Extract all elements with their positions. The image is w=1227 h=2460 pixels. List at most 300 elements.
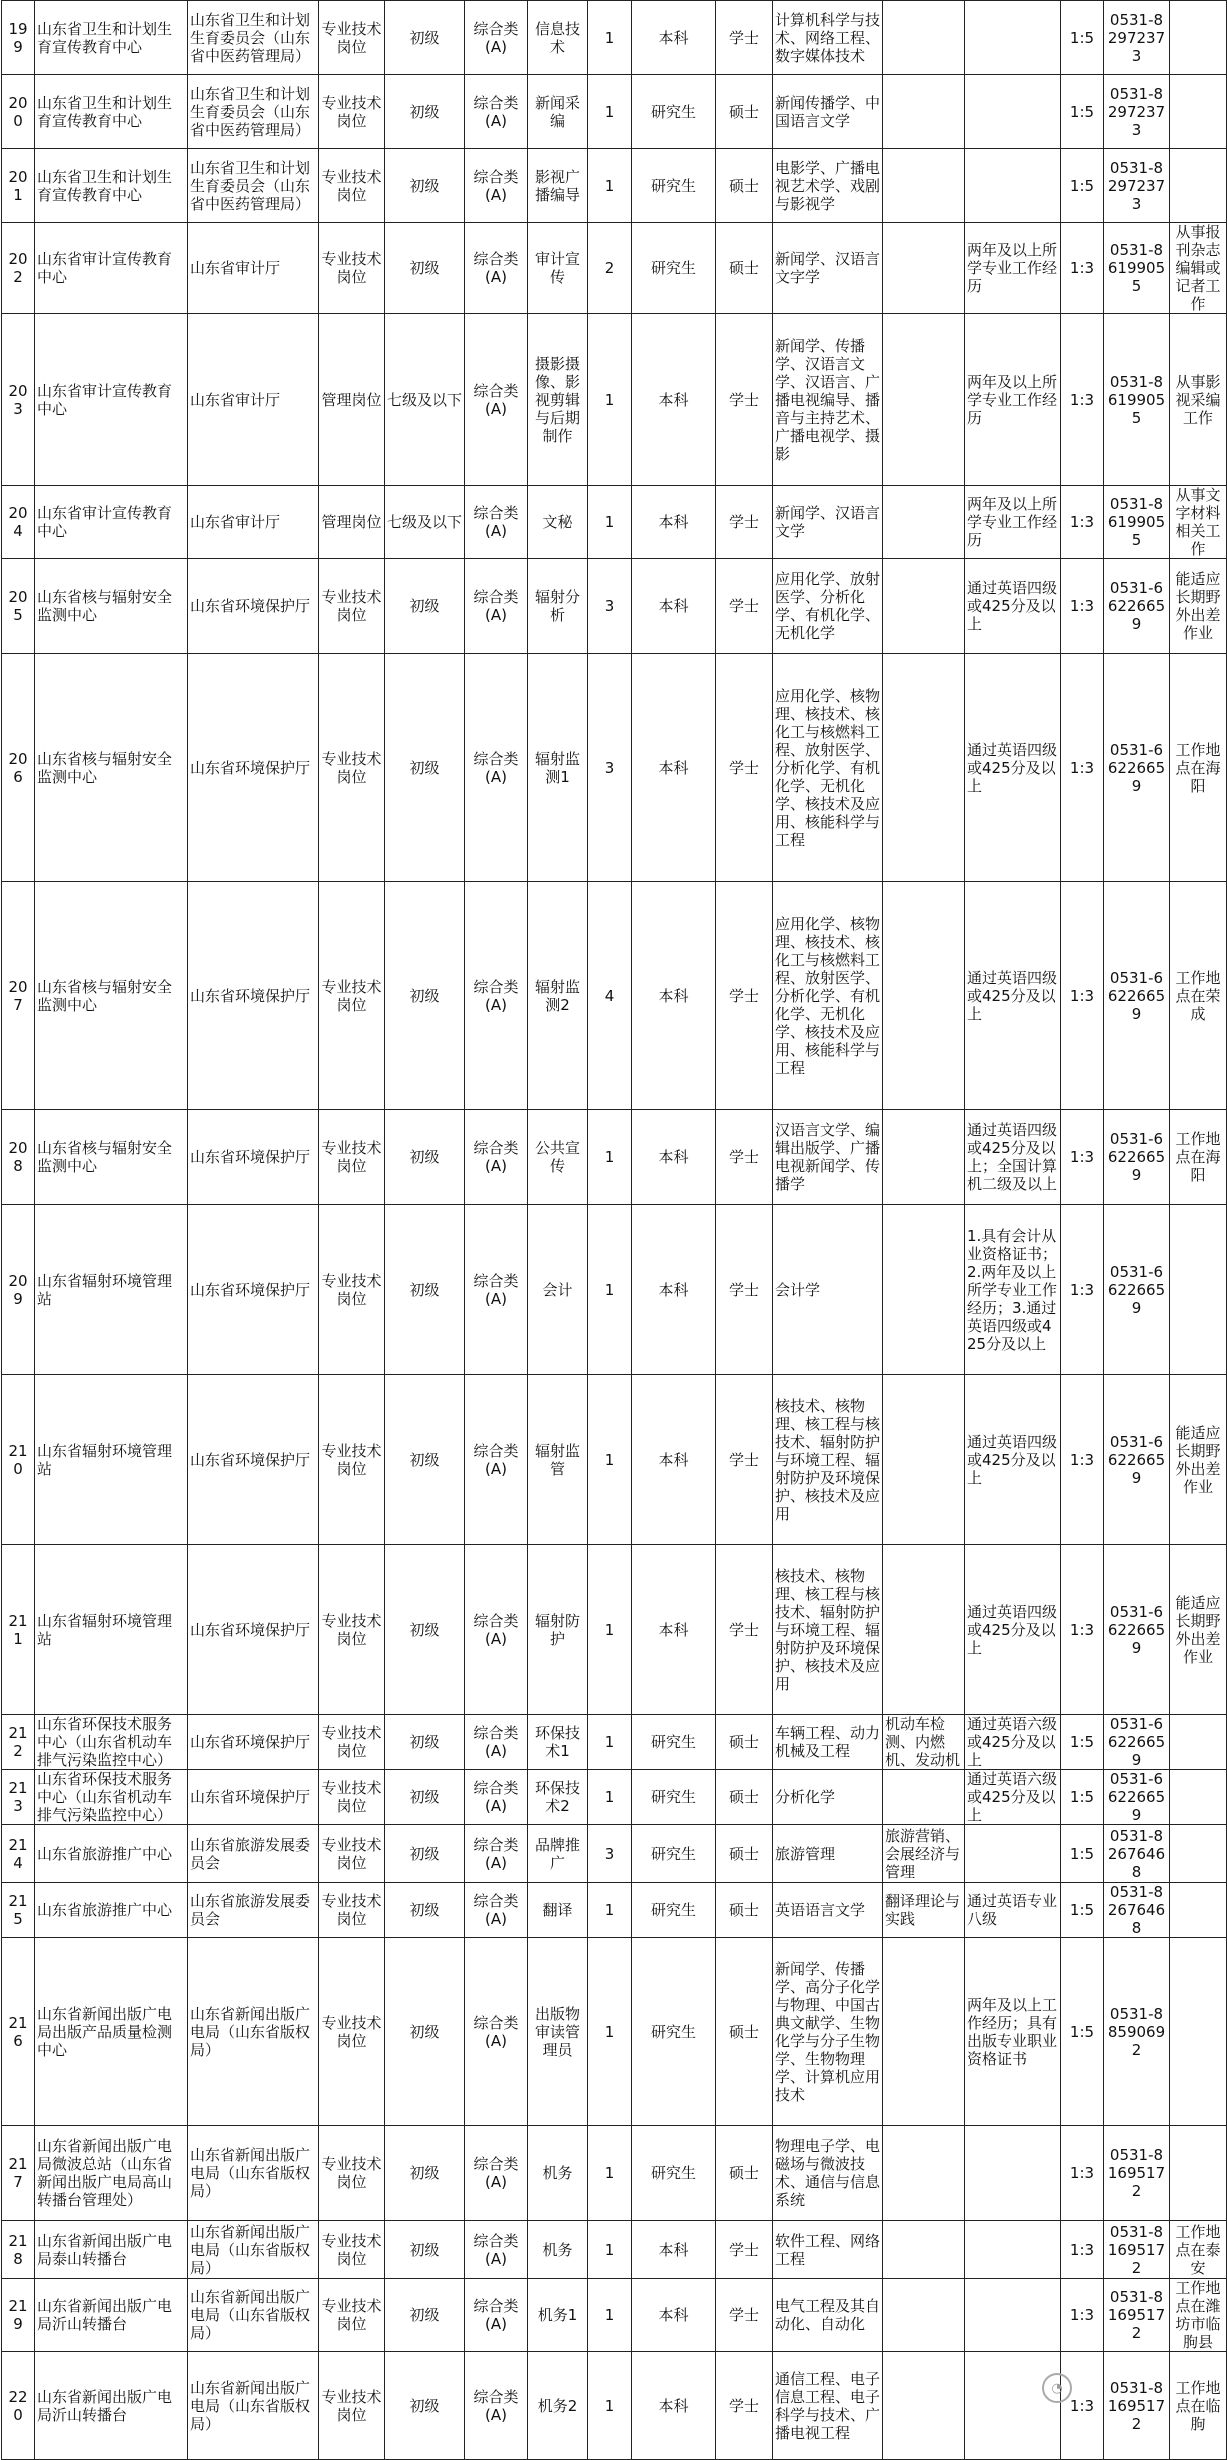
table-row bbox=[2, 1883, 1227, 1938]
cell-post: 新闻采编 bbox=[528, 75, 588, 149]
cell-type: 专业技术岗位 bbox=[319, 1770, 385, 1825]
wechat-icon: ◔ bbox=[1042, 2373, 1072, 2403]
cell-note bbox=[1170, 1, 1227, 75]
cell-edu: 研究生 bbox=[632, 149, 716, 223]
cell-deg: 学士 bbox=[716, 486, 773, 559]
cell-edu: 研究生 bbox=[632, 1770, 716, 1825]
cell-deg: 硕士 bbox=[716, 75, 773, 149]
cell-deg: 学士 bbox=[716, 2352, 773, 2460]
cell-major2 bbox=[883, 486, 965, 559]
cell-num: 3 bbox=[588, 654, 632, 882]
cell-edu: 本科 bbox=[632, 1375, 716, 1545]
cell-num: 4 bbox=[588, 882, 632, 1110]
cell-type: 专业技术岗位 bbox=[319, 2221, 385, 2279]
cell-no: 212 bbox=[2, 1715, 35, 1770]
cell-major2: 旅游营销、会展经济与管理 bbox=[883, 1825, 965, 1883]
cell-phone: 0531-82972373 bbox=[1104, 1, 1170, 75]
cell-note: 从事影视采编工作 bbox=[1170, 314, 1227, 486]
cell-edu: 本科 bbox=[632, 1205, 716, 1375]
cell-post: 翻译 bbox=[528, 1883, 588, 1938]
cell-ratio: 1:3 bbox=[1061, 486, 1104, 559]
cell-ratio: 1:3 bbox=[1061, 314, 1104, 486]
cell-other: 通过英语四级或425分及以上 bbox=[965, 654, 1061, 882]
cell-note bbox=[1170, 1938, 1227, 2126]
cell-cat: 综合类(A) bbox=[465, 486, 528, 559]
cell-major: 应用化学、核物理、核技术、核化工与核燃料工程、放射医学、分析化学、有机化学、无机化学、核技术及应用、核能科学与工程 bbox=[773, 654, 883, 882]
cell-unit: 山东省卫生和计划生育宣传教育中心 bbox=[35, 75, 188, 149]
cell-type: 管理岗位 bbox=[319, 314, 385, 486]
cell-unit: 山东省辐射环境管理站 bbox=[35, 1205, 188, 1375]
cell-level: 初级 bbox=[385, 2352, 465, 2460]
cell-ratio: 1:5 bbox=[1061, 1715, 1104, 1770]
table-row bbox=[2, 1545, 1227, 1715]
cell-level: 初级 bbox=[385, 1715, 465, 1770]
cell-type: 专业技术岗位 bbox=[319, 1, 385, 75]
cell-phone: 0531-86199055 bbox=[1104, 314, 1170, 486]
cell-phone: 0531-82676468 bbox=[1104, 1883, 1170, 1938]
cell-type: 专业技术岗位 bbox=[319, 1715, 385, 1770]
cell-no: 204 bbox=[2, 486, 35, 559]
cell-post: 辐射分析 bbox=[528, 559, 588, 654]
cell-num: 3 bbox=[588, 1825, 632, 1883]
cell-unit: 山东省卫生和计划生育宣传教育中心 bbox=[35, 1, 188, 75]
cell-ratio: 1:3 bbox=[1061, 882, 1104, 1110]
cell-deg: 硕士 bbox=[716, 223, 773, 314]
cell-dept: 山东省新闻出版广电局（山东省版权局） bbox=[188, 2352, 319, 2460]
cell-deg: 学士 bbox=[716, 1110, 773, 1205]
cell-major2 bbox=[883, 1545, 965, 1715]
cell-cat: 综合类(A) bbox=[465, 2126, 528, 2221]
cell-type: 专业技术岗位 bbox=[319, 1938, 385, 2126]
cell-note: 工作地点在海阳 bbox=[1170, 654, 1227, 882]
cell-phone: 0531-66226659 bbox=[1104, 1110, 1170, 1205]
cell-other: 通过英语六级或425分及以上 bbox=[965, 1770, 1061, 1825]
cell-note: 能适应长期野外出差作业 bbox=[1170, 1375, 1227, 1545]
cell-note bbox=[1170, 2126, 1227, 2221]
cell-cat: 综合类(A) bbox=[465, 1110, 528, 1205]
cell-num: 1 bbox=[588, 75, 632, 149]
cell-major2 bbox=[883, 2221, 965, 2279]
table-body bbox=[2, 1, 1227, 2460]
cell-phone: 0531-81695172 bbox=[1104, 2221, 1170, 2279]
cell-major2 bbox=[883, 882, 965, 1110]
cell-deg: 硕士 bbox=[716, 1938, 773, 2126]
cell-post: 辐射监测2 bbox=[528, 882, 588, 1110]
cell-phone: 0531-82676468 bbox=[1104, 1825, 1170, 1883]
cell-edu: 本科 bbox=[632, 2352, 716, 2460]
cell-ratio: 1:3 bbox=[1061, 1375, 1104, 1545]
cell-no: 214 bbox=[2, 1825, 35, 1883]
cell-type: 专业技术岗位 bbox=[319, 1545, 385, 1715]
cell-major2 bbox=[883, 1205, 965, 1375]
cell-phone: 0531-66226659 bbox=[1104, 1375, 1170, 1545]
cell-edu: 研究生 bbox=[632, 1938, 716, 2126]
cell-type: 专业技术岗位 bbox=[319, 2279, 385, 2352]
cell-post: 摄影摄像、影视剪辑与后期制作 bbox=[528, 314, 588, 486]
cell-dept: 山东省新闻出版广电局（山东省版权局） bbox=[188, 1938, 319, 2126]
cell-level: 初级 bbox=[385, 223, 465, 314]
cell-dept: 山东省环境保护厅 bbox=[188, 654, 319, 882]
cell-dept: 山东省环境保护厅 bbox=[188, 1770, 319, 1825]
cell-num: 1 bbox=[588, 1205, 632, 1375]
cell-level: 初级 bbox=[385, 1545, 465, 1715]
cell-deg: 学士 bbox=[716, 1545, 773, 1715]
cell-major: 新闻传播学、中国语言文学 bbox=[773, 75, 883, 149]
cell-edu: 本科 bbox=[632, 1545, 716, 1715]
cell-unit: 山东省审计宣传教育中心 bbox=[35, 486, 188, 559]
cell-major: 新闻学、汉语言文学 bbox=[773, 486, 883, 559]
table-row bbox=[2, 559, 1227, 654]
cell-phone: 0531-66226659 bbox=[1104, 882, 1170, 1110]
cell-type: 专业技术岗位 bbox=[319, 223, 385, 314]
cell-num: 1 bbox=[588, 1375, 632, 1545]
cell-major: 应用化学、放射医学、分析化学、有机化学、无机化学 bbox=[773, 559, 883, 654]
cell-deg: 学士 bbox=[716, 1205, 773, 1375]
cell-edu: 研究生 bbox=[632, 1883, 716, 1938]
cell-dept: 山东省审计厅 bbox=[188, 223, 319, 314]
cell-phone: 0531-66226659 bbox=[1104, 1205, 1170, 1375]
cell-edu: 本科 bbox=[632, 1, 716, 75]
cell-note: 工作地点在荣成 bbox=[1170, 882, 1227, 1110]
cell-num: 1 bbox=[588, 2221, 632, 2279]
cell-type: 专业技术岗位 bbox=[319, 882, 385, 1110]
cell-type: 专业技术岗位 bbox=[319, 75, 385, 149]
cell-post: 审计宣传 bbox=[528, 223, 588, 314]
cell-ratio: 1:5 bbox=[1061, 1, 1104, 75]
cell-no: 216 bbox=[2, 1938, 35, 2126]
cell-ratio: 1:5 bbox=[1061, 1770, 1104, 1825]
cell-post: 信息技术 bbox=[528, 1, 588, 75]
cell-num: 1 bbox=[588, 1770, 632, 1825]
cell-other bbox=[965, 2279, 1061, 2352]
cell-dept: 山东省新闻出版广电局（山东省版权局） bbox=[188, 2279, 319, 2352]
cell-unit: 山东省环保技术服务中心（山东省机动车排气污染监控中心） bbox=[35, 1715, 188, 1770]
cell-level: 初级 bbox=[385, 75, 465, 149]
cell-num: 1 bbox=[588, 1545, 632, 1715]
cell-level: 初级 bbox=[385, 2126, 465, 2221]
cell-phone: 0531-66226659 bbox=[1104, 1715, 1170, 1770]
cell-no: 201 bbox=[2, 149, 35, 223]
cell-other: 通过英语四级或425分及以上 bbox=[965, 882, 1061, 1110]
cell-major2: 机动车检测、内燃机、发动机 bbox=[883, 1715, 965, 1770]
cell-phone: 0531-81695172 bbox=[1104, 2279, 1170, 2352]
cell-major: 核技术、核物理、核工程与核技术、辐射防护与环境工程、辐射防护及环境保护、核技术及应用 bbox=[773, 1375, 883, 1545]
cell-edu: 研究生 bbox=[632, 2126, 716, 2221]
cell-phone: 0531-81695172 bbox=[1104, 2126, 1170, 2221]
cell-major2 bbox=[883, 654, 965, 882]
cell-phone: 0531-82972373 bbox=[1104, 75, 1170, 149]
cell-deg: 硕士 bbox=[716, 149, 773, 223]
cell-ratio: 1:5 bbox=[1061, 1883, 1104, 1938]
cell-num: 1 bbox=[588, 2352, 632, 2460]
cell-unit: 山东省核与辐射安全监测中心 bbox=[35, 882, 188, 1110]
cell-num: 1 bbox=[588, 1110, 632, 1205]
table-row bbox=[2, 1825, 1227, 1883]
cell-major: 新闻学、传播学、汉语言文学、汉语言、广播电视编导、播音与主持艺术、广播电视学、摄影 bbox=[773, 314, 883, 486]
cell-phone: 0531-86199055 bbox=[1104, 223, 1170, 314]
cell-post: 辐射监测1 bbox=[528, 654, 588, 882]
cell-post: 环保技术1 bbox=[528, 1715, 588, 1770]
cell-unit: 山东省新闻出版广电局微波总站（山东省新闻出版广电局高山转播台管理处） bbox=[35, 2126, 188, 2221]
cell-other: 两年及以上所学专业工作经历 bbox=[965, 223, 1061, 314]
cell-no: 203 bbox=[2, 314, 35, 486]
cell-type: 专业技术岗位 bbox=[319, 559, 385, 654]
cell-unit: 山东省环保技术服务中心（山东省机动车排气污染监控中心） bbox=[35, 1770, 188, 1825]
cell-other: 两年及以上工作经历；具有出版专业职业资格证书 bbox=[965, 1938, 1061, 2126]
cell-note bbox=[1170, 1205, 1227, 1375]
cell-phone: 0531-82972373 bbox=[1104, 149, 1170, 223]
cell-edu: 本科 bbox=[632, 1110, 716, 1205]
cell-level: 初级 bbox=[385, 149, 465, 223]
cell-major2: 翻译理论与实践 bbox=[883, 1883, 965, 1938]
cell-deg: 硕士 bbox=[716, 1825, 773, 1883]
cell-ratio: 1:5 bbox=[1061, 1938, 1104, 2126]
cell-major: 通信工程、电子信息工程、电子科学与技术、广播电视工程 bbox=[773, 2352, 883, 2460]
table-row bbox=[2, 149, 1227, 223]
cell-other bbox=[965, 1, 1061, 75]
cell-deg: 学士 bbox=[716, 882, 773, 1110]
cell-unit: 山东省辐射环境管理站 bbox=[35, 1375, 188, 1545]
cell-dept: 山东省新闻出版广电局（山东省版权局） bbox=[188, 2126, 319, 2221]
cell-unit: 山东省核与辐射安全监测中心 bbox=[35, 559, 188, 654]
cell-deg: 学士 bbox=[716, 1375, 773, 1545]
cell-edu: 本科 bbox=[632, 2221, 716, 2279]
cell-major: 分析化学 bbox=[773, 1770, 883, 1825]
cell-major2 bbox=[883, 314, 965, 486]
cell-type: 专业技术岗位 bbox=[319, 1110, 385, 1205]
cell-level: 初级 bbox=[385, 1938, 465, 2126]
cell-major2 bbox=[883, 2126, 965, 2221]
cell-major: 会计学 bbox=[773, 1205, 883, 1375]
cell-dept: 山东省卫生和计划生育委员会（山东省中医药管理局） bbox=[188, 75, 319, 149]
cell-level: 初级 bbox=[385, 654, 465, 882]
cell-major2 bbox=[883, 1938, 965, 2126]
cell-note: 工作地点在海阳 bbox=[1170, 1110, 1227, 1205]
cell-major2 bbox=[883, 559, 965, 654]
cell-post: 机务2 bbox=[528, 2352, 588, 2460]
cell-type: 专业技术岗位 bbox=[319, 1375, 385, 1545]
cell-note: 能适应长期野外出差作业 bbox=[1170, 559, 1227, 654]
cell-major2 bbox=[883, 75, 965, 149]
cell-post: 品牌推广 bbox=[528, 1825, 588, 1883]
cell-level: 七级及以下 bbox=[385, 314, 465, 486]
cell-unit: 山东省卫生和计划生育宣传教育中心 bbox=[35, 149, 188, 223]
cell-level: 初级 bbox=[385, 1110, 465, 1205]
cell-num: 1 bbox=[588, 1883, 632, 1938]
cell-num: 3 bbox=[588, 559, 632, 654]
cell-num: 1 bbox=[588, 1, 632, 75]
cell-edu: 本科 bbox=[632, 559, 716, 654]
cell-phone: 0531-66226659 bbox=[1104, 1770, 1170, 1825]
cell-no: 217 bbox=[2, 2126, 35, 2221]
cell-other bbox=[965, 2126, 1061, 2221]
cell-phone: 0531-81695172 bbox=[1104, 2352, 1170, 2460]
cell-post: 机务 bbox=[528, 2221, 588, 2279]
cell-cat: 综合类(A) bbox=[465, 223, 528, 314]
cell-edu: 本科 bbox=[632, 2279, 716, 2352]
cell-no: 205 bbox=[2, 559, 35, 654]
cell-level: 初级 bbox=[385, 1883, 465, 1938]
cell-dept: 山东省旅游发展委员会 bbox=[188, 1883, 319, 1938]
cell-edu: 本科 bbox=[632, 314, 716, 486]
cell-other: 通过英语专业八级 bbox=[965, 1883, 1061, 1938]
cell-type: 管理岗位 bbox=[319, 486, 385, 559]
cell-cat: 综合类(A) bbox=[465, 654, 528, 882]
cell-major: 英语语言文学 bbox=[773, 1883, 883, 1938]
cell-level: 初级 bbox=[385, 1375, 465, 1545]
cell-ratio: 1:3 bbox=[1061, 223, 1104, 314]
cell-dept: 山东省旅游发展委员会 bbox=[188, 1825, 319, 1883]
table-row bbox=[2, 2126, 1227, 2221]
cell-edu: 本科 bbox=[632, 486, 716, 559]
cell-major2 bbox=[883, 149, 965, 223]
cell-level: 初级 bbox=[385, 1205, 465, 1375]
cell-post: 环保技术2 bbox=[528, 1770, 588, 1825]
cell-dept: 山东省环境保护厅 bbox=[188, 882, 319, 1110]
cell-no: 213 bbox=[2, 1770, 35, 1825]
cell-note: 从事报刊杂志编辑或记者工作 bbox=[1170, 223, 1227, 314]
cell-note bbox=[1170, 75, 1227, 149]
cell-level: 初级 bbox=[385, 1825, 465, 1883]
table-row bbox=[2, 486, 1227, 559]
cell-type: 专业技术岗位 bbox=[319, 654, 385, 882]
cell-level: 初级 bbox=[385, 2279, 465, 2352]
cell-major2 bbox=[883, 1770, 965, 1825]
cell-note: 工作地点在泰安 bbox=[1170, 2221, 1227, 2279]
cell-no: 200 bbox=[2, 75, 35, 149]
cell-cat: 综合类(A) bbox=[465, 75, 528, 149]
cell-no: 202 bbox=[2, 223, 35, 314]
cell-other: 通过英语六级或425分及以上 bbox=[965, 1715, 1061, 1770]
cell-no: 209 bbox=[2, 1205, 35, 1375]
cell-dept: 山东省环境保护厅 bbox=[188, 1375, 319, 1545]
cell-dept: 山东省卫生和计划生育委员会（山东省中医药管理局） bbox=[188, 149, 319, 223]
cell-level: 初级 bbox=[385, 559, 465, 654]
cell-major2 bbox=[883, 1, 965, 75]
cell-note: 能适应长期野外出差作业 bbox=[1170, 1545, 1227, 1715]
table-row bbox=[2, 1375, 1227, 1545]
cell-post: 机务1 bbox=[528, 2279, 588, 2352]
cell-post: 出版物审读管理员 bbox=[528, 1938, 588, 2126]
cell-num: 1 bbox=[588, 486, 632, 559]
cell-unit: 山东省审计宣传教育中心 bbox=[35, 223, 188, 314]
cell-other: 通过英语四级或425分及以上；全国计算机二级及以上 bbox=[965, 1110, 1061, 1205]
cell-num: 1 bbox=[588, 2126, 632, 2221]
cell-cat: 综合类(A) bbox=[465, 1545, 528, 1715]
cell-deg: 学士 bbox=[716, 2279, 773, 2352]
cell-no: 210 bbox=[2, 1375, 35, 1545]
cell-other bbox=[965, 149, 1061, 223]
cell-type: 专业技术岗位 bbox=[319, 2126, 385, 2221]
cell-num: 1 bbox=[588, 1715, 632, 1770]
table-row bbox=[2, 1110, 1227, 1205]
cell-cat: 综合类(A) bbox=[465, 1770, 528, 1825]
cell-deg: 学士 bbox=[716, 654, 773, 882]
cell-major: 核技术、核物理、核工程与核技术、辐射防护与环境工程、辐射防护及环境保护、核技术及应用 bbox=[773, 1545, 883, 1715]
cell-cat: 综合类(A) bbox=[465, 2352, 528, 2460]
cell-note: 工作地点在潍坊市临朐县 bbox=[1170, 2279, 1227, 2352]
cell-dept: 山东省审计厅 bbox=[188, 486, 319, 559]
cell-no: 206 bbox=[2, 654, 35, 882]
cell-edu: 本科 bbox=[632, 882, 716, 1110]
table-row bbox=[2, 882, 1227, 1110]
cell-cat: 综合类(A) bbox=[465, 559, 528, 654]
cell-post: 机务 bbox=[528, 2126, 588, 2221]
cell-major: 汉语言文学、编辑出版学、广播电视新闻学、传播学 bbox=[773, 1110, 883, 1205]
cell-major: 车辆工程、动力机械及工程 bbox=[773, 1715, 883, 1770]
cell-ratio: 1:3 bbox=[1061, 2279, 1104, 2352]
cell-type: 专业技术岗位 bbox=[319, 1205, 385, 1375]
cell-other: 通过英语四级或425分及以上 bbox=[965, 1375, 1061, 1545]
cell-note bbox=[1170, 1883, 1227, 1938]
cell-ratio: 1:3 bbox=[1061, 2126, 1104, 2221]
cell-cat: 综合类(A) bbox=[465, 1883, 528, 1938]
cell-no: 219 bbox=[2, 2279, 35, 2352]
cell-no: 215 bbox=[2, 1883, 35, 1938]
cell-phone: 0531-66226659 bbox=[1104, 559, 1170, 654]
cell-ratio: 1:5 bbox=[1061, 1825, 1104, 1883]
cell-other: 通过英语四级或425分及以上 bbox=[965, 1545, 1061, 1715]
table-row bbox=[2, 75, 1227, 149]
cell-cat: 综合类(A) bbox=[465, 1938, 528, 2126]
cell-unit: 山东省新闻出版广电局出版产品质量检测中心 bbox=[35, 1938, 188, 2126]
cell-note bbox=[1170, 149, 1227, 223]
cell-cat: 综合类(A) bbox=[465, 1715, 528, 1770]
cell-deg: 硕士 bbox=[716, 2126, 773, 2221]
cell-num: 1 bbox=[588, 2279, 632, 2352]
cell-note: 工作地点在临朐 bbox=[1170, 2352, 1227, 2460]
cell-level: 初级 bbox=[385, 2221, 465, 2279]
cell-other bbox=[965, 2221, 1061, 2279]
cell-level: 七级及以下 bbox=[385, 486, 465, 559]
cell-unit: 山东省辐射环境管理站 bbox=[35, 1545, 188, 1715]
cell-unit: 山东省新闻出版广电局沂山转播台 bbox=[35, 2279, 188, 2352]
cell-no: 218 bbox=[2, 2221, 35, 2279]
cell-ratio: 1:3 bbox=[1061, 2221, 1104, 2279]
cell-type: 专业技术岗位 bbox=[319, 1883, 385, 1938]
cell-level: 初级 bbox=[385, 1770, 465, 1825]
cell-major: 新闻学、传播学、高分子化学与物理、中国古典文献学、生物化学与分子生物学、生物物理学、计算机应用技术 bbox=[773, 1938, 883, 2126]
cell-note: 从事文字材料相关工作 bbox=[1170, 486, 1227, 559]
cell-type: 专业技术岗位 bbox=[319, 2352, 385, 2460]
cell-major: 软件工程、网络工程 bbox=[773, 2221, 883, 2279]
cell-edu: 研究生 bbox=[632, 75, 716, 149]
cell-major2 bbox=[883, 1110, 965, 1205]
cell-post: 会计 bbox=[528, 1205, 588, 1375]
cell-no: 220 bbox=[2, 2352, 35, 2460]
cell-deg: 学士 bbox=[716, 559, 773, 654]
cell-ratio: 1:3 bbox=[1061, 1205, 1104, 1375]
cell-deg: 学士 bbox=[716, 2221, 773, 2279]
cell-type: 专业技术岗位 bbox=[319, 1825, 385, 1883]
cell-edu: 研究生 bbox=[632, 1825, 716, 1883]
table-row bbox=[2, 2221, 1227, 2279]
cell-deg: 硕士 bbox=[716, 1883, 773, 1938]
table-row bbox=[2, 654, 1227, 882]
cell-dept: 山东省新闻出版广电局（山东省版权局） bbox=[188, 2221, 319, 2279]
cell-level: 初级 bbox=[385, 1, 465, 75]
cell-cat: 综合类(A) bbox=[465, 1205, 528, 1375]
table-row bbox=[2, 1715, 1227, 1770]
cell-unit: 山东省旅游推广中心 bbox=[35, 1825, 188, 1883]
cell-num: 1 bbox=[588, 149, 632, 223]
table-row bbox=[2, 223, 1227, 314]
cell-unit: 山东省新闻出版广电局沂山转播台 bbox=[35, 2352, 188, 2460]
cell-cat: 综合类(A) bbox=[465, 1375, 528, 1545]
cell-post: 文秘 bbox=[528, 486, 588, 559]
cell-other: 两年及以上所学专业工作经历 bbox=[965, 486, 1061, 559]
cell-dept: 山东省审计厅 bbox=[188, 314, 319, 486]
